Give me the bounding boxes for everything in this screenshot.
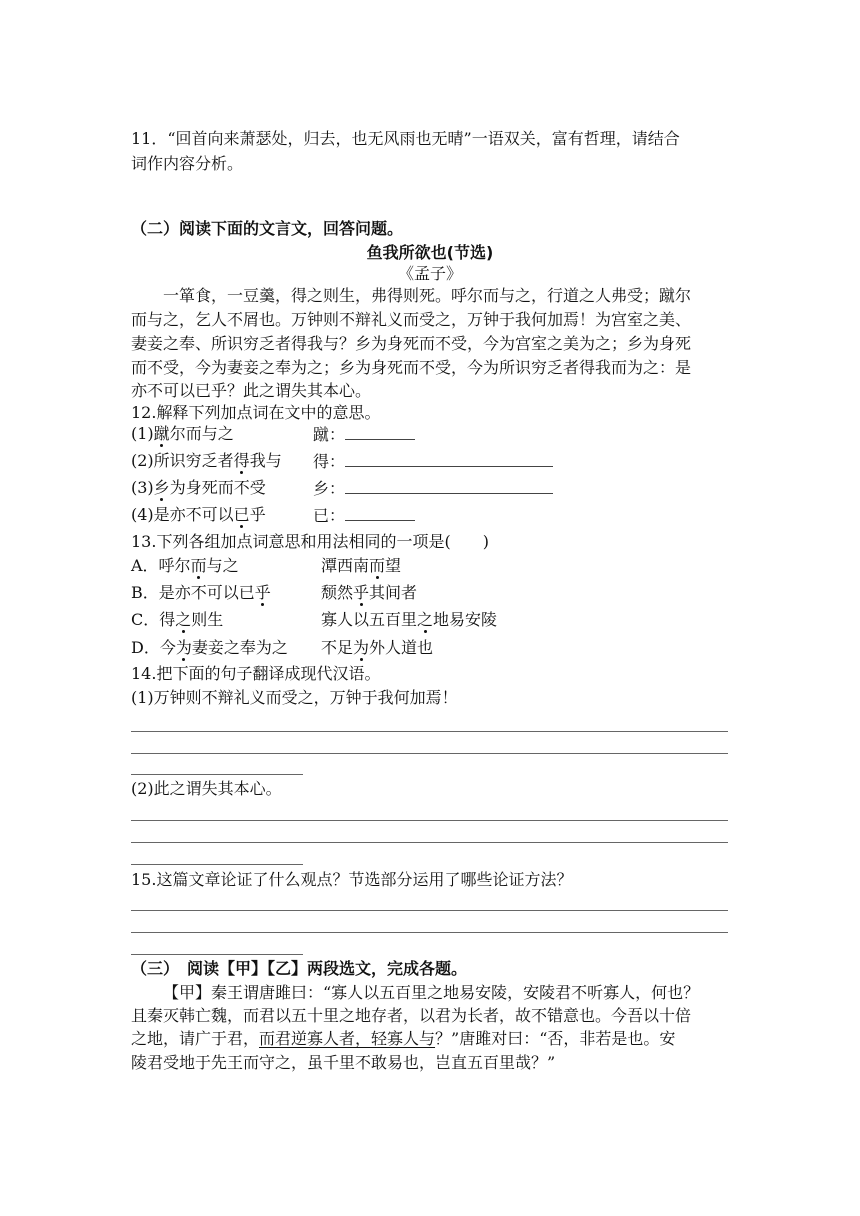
q15-stem: 15.这篇文章论证了什么观点？节选部分运用了哪些论证方法？	[131, 870, 573, 889]
dotted-word: 之	[417, 610, 434, 629]
passage-title: 鱼我所欲也(节选)	[366, 243, 494, 262]
q11-line1: 11．“回首向来萧瑟处，归去，也无风雨也无晴”一语双关，富有哲理，请结合	[131, 129, 680, 148]
q13-stem: 13.下列各组加点词意思和用法相同的一项是( )	[131, 532, 489, 551]
q12-stem: 12.解释下列加点词在文中的意思。	[131, 403, 381, 422]
answer-blank[interactable]	[345, 450, 553, 467]
q12-answer-label: 已：	[313, 506, 346, 525]
section3-heading: （三） 阅读【甲】【乙】两段选文，完成各题。	[131, 959, 468, 978]
passage-line-2: 而与之，乞人不屑也。万钟则不辩礼义而受之，万钟于我何加焉！为宫室之美、	[131, 310, 692, 329]
answer-line[interactable]	[131, 753, 728, 754]
section2-heading: （二）阅读下面的文言文，回答问题。	[131, 219, 404, 238]
q12-answer-label: 乡：	[313, 479, 346, 498]
q12-answer-2	[313, 450, 553, 473]
q13-option-d[interactable]: D．今为妻妾之奉为之 不足为外人道也	[131, 638, 434, 657]
passage-line-4: 而不受，今为妻妾之奉为之；乡为身死而不受，今为所识穷乏者得我而为之：是	[131, 358, 692, 377]
dotted-word: 而	[190, 556, 207, 575]
dotted-word: 得	[233, 451, 250, 470]
dotted-word: 为	[353, 638, 370, 657]
dotted-word: 乎	[353, 583, 370, 602]
q13-option-c[interactable]: C．得之则生 寡人以五百里之地易安陵	[131, 610, 498, 629]
dotted-word: 而	[369, 556, 386, 575]
answer-line[interactable]	[131, 820, 728, 821]
answer-line[interactable]	[131, 731, 728, 732]
answer-blank[interactable]	[345, 423, 415, 440]
q11-line2: 词作内容分析。	[131, 154, 244, 173]
underlined-sentence: 而君逆寡人者，轻寡人与	[259, 1029, 436, 1048]
dotted-word: 蹴	[153, 424, 170, 443]
passage-line-1: 一箪食，一豆羹，得之则生，弗得则死。呼尔而与之，行道之人弗受；蹴尔	[163, 286, 692, 305]
jia-line-2: 且秦灭韩亡魏，而君以五十里之地存者，以君为长者，故不错意也。今吾以十倍	[131, 1006, 692, 1025]
passage-line-5: 亦不可以已乎？此之谓失其本心。	[131, 381, 372, 400]
q12-answer-1	[313, 423, 415, 446]
jia-line-4: 陵君受地于先王而守之，虽千里不敢易也，岂直五百里哉？”	[131, 1053, 556, 1072]
answer-blank[interactable]	[345, 504, 415, 521]
q13-option-b[interactable]: B．是亦不可以已乎 颓然乎其间者	[131, 583, 418, 602]
q12-item-4: (4)是亦不可以已乎	[131, 505, 266, 524]
q12-answer-3	[313, 477, 553, 500]
answer-line[interactable]	[131, 910, 728, 911]
passage-author: 《孟子》	[397, 264, 462, 283]
answer-line[interactable]	[131, 954, 303, 955]
dotted-word: 乎	[254, 583, 271, 602]
answer-blank[interactable]	[345, 477, 553, 494]
q13-option-a[interactable]: A．呼尔而与之 潭西南而望	[131, 556, 402, 575]
q12-answer-label: 得：	[313, 452, 346, 471]
dotted-word: 之	[175, 610, 192, 629]
jia-line-3: 之地，请广于君，而君逆寡人者，轻寡人与？”唐雎对曰：“否，非若是也。安	[131, 1029, 676, 1048]
q12-answer-label: 蹴：	[313, 425, 346, 444]
dotted-word: 为	[175, 638, 192, 657]
passage-line-3: 妻妾之奉、所识穷乏者得我与？乡为身死而不受，今为宫室之美为之；乡为身死	[131, 334, 692, 353]
dotted-word: 乡	[153, 478, 170, 497]
q12-item-1: (1)蹴尔而与之	[131, 424, 234, 443]
q14-sentence-1: (1)万钟则不辩礼义而受之，万钟于我何加焉！	[131, 688, 458, 707]
dotted-word: 已	[233, 505, 250, 524]
jia-line-1: 【甲】秦王谓唐雎曰：“寡人以五百里之地易安陵，安陵君不听寡人，何也？	[163, 983, 700, 1002]
answer-line[interactable]	[131, 864, 303, 865]
answer-line[interactable]	[131, 932, 728, 933]
q12-item-2: (2)所识穷乏者得我与	[131, 451, 282, 470]
q12-answer-4	[313, 504, 415, 527]
q12-item-3: (3)乡为身死而不受	[131, 478, 266, 497]
q14-stem: 14.把下面的句子翻译成现代汉语。	[131, 664, 381, 683]
answer-line[interactable]	[131, 842, 728, 843]
q14-sentence-2: (2)此之谓失其本心。	[131, 779, 282, 798]
answer-line[interactable]	[131, 774, 303, 775]
